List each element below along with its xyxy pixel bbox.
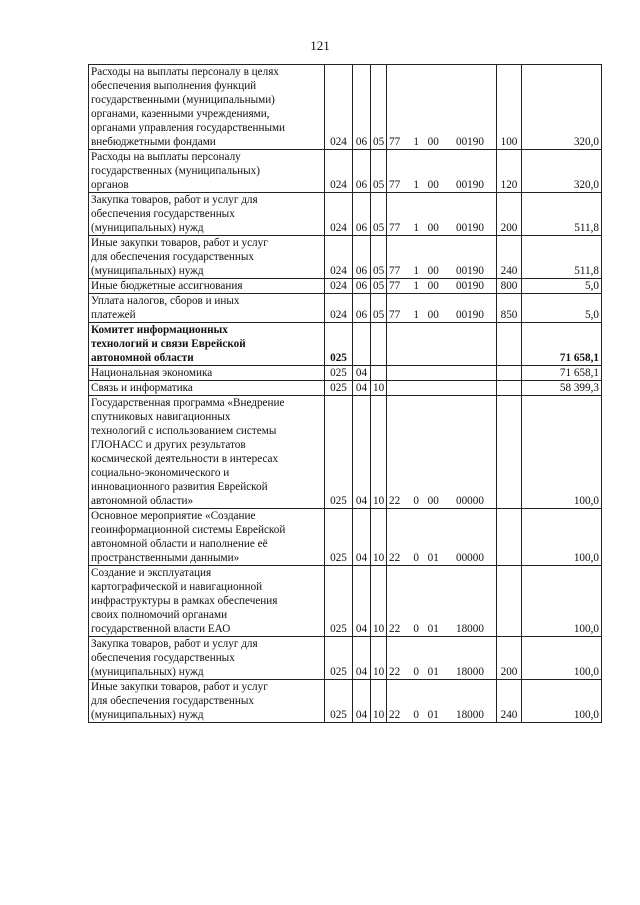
row-name-line: автономной области» <box>91 495 194 507</box>
row-name <box>89 680 325 723</box>
target-code-part: 77 <box>389 136 401 148</box>
target-code <box>387 680 497 723</box>
grbs-code: 024 <box>325 236 353 279</box>
subsection-code <box>371 366 387 381</box>
row-name-line: Уплата налогов, сборов и иных <box>91 295 240 307</box>
row-name-line: ГЛОНАСС и других результатов <box>91 439 246 451</box>
target-code-part: 77 <box>389 179 401 191</box>
row-name-line: государственными (муниципальными) <box>91 94 275 106</box>
grbs-code: 025 <box>325 381 353 396</box>
row-name <box>89 150 325 193</box>
amount: 100,0 <box>522 637 602 680</box>
target-code-part: 22 <box>389 666 401 678</box>
table-row <box>89 366 602 381</box>
row-name-line: Закупка товаров, работ и услуг для <box>91 194 258 206</box>
row-name-line: Расходы на выплаты персоналу <box>91 151 241 163</box>
target-code-part: 01 <box>427 666 439 678</box>
row-name-line: (муниципальных) нужд <box>91 265 204 277</box>
target-code-part: 22 <box>389 623 401 635</box>
target-code-part: 77 <box>389 265 401 277</box>
target-code-part: 00 <box>427 309 439 321</box>
expense-type-code <box>497 509 522 566</box>
expense-type-code: 800 <box>497 279 522 294</box>
row-name-line: Расходы на выплаты персоналу в целях <box>91 66 279 78</box>
row-name-line: геоинформационной системы Еврейской <box>91 524 286 536</box>
row-name-line: Иные закупки товаров, работ и услуг <box>91 237 268 249</box>
amount: 58 399,3 <box>522 381 602 396</box>
target-code <box>387 366 497 381</box>
expense-type-code: 100 <box>497 65 522 150</box>
row-name-line: государственных (муниципальных) <box>91 165 260 177</box>
row-name-line: картографической и навигационной <box>91 581 263 593</box>
table-row <box>89 509 602 566</box>
section-code: 04 <box>353 566 371 637</box>
section-code: 06 <box>353 279 371 294</box>
target-code-part: 0 <box>413 666 419 678</box>
amount: 71 658,1 <box>522 366 602 381</box>
target-code-part: 1 <box>413 280 419 292</box>
row-name <box>89 279 325 294</box>
target-code <box>387 150 497 193</box>
row-name-line: социально-экономического и <box>91 467 230 479</box>
row-name <box>89 65 325 150</box>
target-code-part: 00 <box>427 495 439 507</box>
grbs-code: 025 <box>325 396 353 509</box>
target-code-part: 00190 <box>455 179 484 191</box>
section-code: 06 <box>353 65 371 150</box>
target-code <box>387 294 497 323</box>
table-row <box>89 381 602 396</box>
amount: 320,0 <box>522 150 602 193</box>
row-name-line: платежей <box>91 309 136 321</box>
row-name <box>89 193 325 236</box>
subsection-code: 10 <box>371 566 387 637</box>
expense-type-code <box>497 323 522 366</box>
expense-type-code <box>497 366 522 381</box>
amount: 71 658,1 <box>522 323 602 366</box>
target-code <box>387 566 497 637</box>
row-name-line: Государственная программа «Внедрение <box>91 397 285 409</box>
section-code: 06 <box>353 236 371 279</box>
row-name <box>89 637 325 680</box>
row-name <box>89 566 325 637</box>
section-code: 06 <box>353 294 371 323</box>
grbs-code: 024 <box>325 65 353 150</box>
row-name <box>89 366 325 381</box>
target-code-part: 77 <box>389 280 401 292</box>
row-name-line: пространственными данными» <box>91 552 240 564</box>
expense-type-code: 120 <box>497 150 522 193</box>
target-code-part: 00 <box>427 265 439 277</box>
subsection-code: 05 <box>371 150 387 193</box>
section-code: 06 <box>353 150 371 193</box>
table-row <box>89 150 602 193</box>
table-row <box>89 323 602 366</box>
row-name <box>89 509 325 566</box>
expense-type-code <box>497 396 522 509</box>
section-code: 04 <box>353 637 371 680</box>
target-code-part: 0 <box>413 623 419 635</box>
target-code-part: 0 <box>413 495 419 507</box>
target-code-part: 00000 <box>455 495 484 507</box>
row-name <box>89 236 325 279</box>
target-code-part: 01 <box>427 709 439 721</box>
target-code-part: 77 <box>389 222 401 234</box>
subsection-code: 10 <box>371 381 387 396</box>
section-code: 06 <box>353 193 371 236</box>
grbs-code: 025 <box>325 509 353 566</box>
row-name-line: обеспечения государственных <box>91 208 235 220</box>
section-code: 04 <box>353 381 371 396</box>
grbs-code: 025 <box>325 637 353 680</box>
grbs-code: 025 <box>325 566 353 637</box>
target-code-part: 00 <box>427 222 439 234</box>
grbs-code: 024 <box>325 279 353 294</box>
target-code-part: 1 <box>413 179 419 191</box>
target-code <box>387 279 497 294</box>
row-name-line: (муниципальных) нужд <box>91 222 204 234</box>
grbs-code: 024 <box>325 294 353 323</box>
target-code-part: 1 <box>413 265 419 277</box>
row-name-line: инфраструктуры в рамках обеспечения <box>91 595 278 607</box>
row-name-line: органами управления государственными <box>91 122 286 134</box>
row-name-line: Создание и эксплуатация <box>91 567 212 579</box>
subsection-code <box>371 323 387 366</box>
subsection-code: 10 <box>371 637 387 680</box>
table-row <box>89 680 602 723</box>
target-code <box>387 193 497 236</box>
subsection-code: 10 <box>371 396 387 509</box>
row-name-line: инновационного развития Еврейской <box>91 481 268 493</box>
table-row <box>89 236 602 279</box>
row-name-line: технологий и связи Еврейской <box>91 338 246 350</box>
target-code-part: 00190 <box>455 136 484 148</box>
target-code-part: 18000 <box>455 623 484 635</box>
target-code-part: 00000 <box>455 552 484 564</box>
row-name-line: Комитет информационных <box>91 324 228 336</box>
amount: 100,0 <box>522 566 602 637</box>
subsection-code: 05 <box>371 236 387 279</box>
expense-type-code: 850 <box>497 294 522 323</box>
amount: 100,0 <box>522 509 602 566</box>
target-code-part: 00190 <box>455 280 484 292</box>
expense-type-code: 200 <box>497 193 522 236</box>
target-code-part: 1 <box>413 222 419 234</box>
row-name <box>89 323 325 366</box>
row-name-line: своих полномочий органами <box>91 609 228 621</box>
target-code <box>387 637 497 680</box>
target-code-part: 22 <box>389 495 401 507</box>
amount: 100,0 <box>522 680 602 723</box>
grbs-code: 025 <box>325 366 353 381</box>
target-code-part: 1 <box>413 136 419 148</box>
target-code <box>387 509 497 566</box>
grbs-code: 024 <box>325 150 353 193</box>
grbs-code: 025 <box>325 680 353 723</box>
subsection-code: 05 <box>371 193 387 236</box>
target-code <box>387 65 497 150</box>
subsection-code: 10 <box>371 509 387 566</box>
row-name-line: для обеспечения государственных <box>91 695 255 707</box>
target-code <box>387 381 497 396</box>
row-name-line: обеспечения государственных <box>91 652 235 664</box>
target-code-part: 22 <box>389 709 401 721</box>
row-name-line: технологий с использованием системы <box>91 425 277 437</box>
section-code <box>353 323 371 366</box>
row-name-line: Иные закупки товаров, работ и услуг <box>91 681 268 693</box>
amount: 5,0 <box>522 279 602 294</box>
row-name-line: автономной области и наполнение её <box>91 538 268 550</box>
target-code-part: 01 <box>427 552 439 564</box>
section-code: 04 <box>353 396 371 509</box>
amount: 511,8 <box>522 193 602 236</box>
target-code-part: 00 <box>427 179 439 191</box>
expense-type-code <box>497 566 522 637</box>
amount: 320,0 <box>522 65 602 150</box>
expense-type-code: 240 <box>497 680 522 723</box>
table-row <box>89 65 602 150</box>
target-code-part: 0 <box>413 552 419 564</box>
row-name-line: Закупка товаров, работ и услуг для <box>91 638 258 650</box>
target-code-part: 00190 <box>455 265 484 277</box>
row-name-line: Национальная экономика <box>91 367 213 379</box>
table-row <box>89 294 602 323</box>
target-code-part: 1 <box>413 309 419 321</box>
row-name-line: органов <box>91 179 129 191</box>
row-name-line: (муниципальных) нужд <box>91 666 204 678</box>
target-code-part: 18000 <box>455 666 484 678</box>
row-name-line: спутниковых навигационных <box>91 411 231 423</box>
expense-type-code <box>497 381 522 396</box>
table-row <box>89 193 602 236</box>
amount: 5,0 <box>522 294 602 323</box>
row-name <box>89 396 325 509</box>
target-code-part: 0 <box>413 709 419 721</box>
table-row <box>89 637 602 680</box>
subsection-code: 05 <box>371 279 387 294</box>
amount: 511,8 <box>522 236 602 279</box>
target-code <box>387 323 497 366</box>
target-code-part: 22 <box>389 552 401 564</box>
subsection-code: 05 <box>371 294 387 323</box>
section-code: 04 <box>353 680 371 723</box>
table-row <box>89 279 602 294</box>
row-name-line: космической деятельности в интересах <box>91 453 279 465</box>
row-name-line: внебюджетными фондами <box>91 136 216 148</box>
target-code-part: 77 <box>389 309 401 321</box>
expense-type-code: 200 <box>497 637 522 680</box>
row-name-line: государственной власти ЕАО <box>91 623 231 635</box>
row-name-line: Основное мероприятие «Создание <box>91 510 256 522</box>
budget-table <box>88 64 602 723</box>
row-name-line: (муниципальных) нужд <box>91 709 204 721</box>
row-name-line: для обеспечения государственных <box>91 251 255 263</box>
row-name <box>89 381 325 396</box>
target-code-part: 18000 <box>455 709 484 721</box>
row-name-line: Иные бюджетные ассигнования <box>91 280 243 292</box>
row-name <box>89 294 325 323</box>
row-name-line: Связь и информатика <box>91 382 193 394</box>
target-code-part: 00 <box>427 136 439 148</box>
grbs-code: 025 <box>325 323 353 366</box>
target-code-part: 00 <box>427 280 439 292</box>
target-code-part: 00190 <box>455 309 484 321</box>
subsection-code: 05 <box>371 65 387 150</box>
row-name-line: автономной области <box>91 352 194 364</box>
subsection-code: 10 <box>371 680 387 723</box>
table-row <box>89 566 602 637</box>
target-code-part: 01 <box>427 623 439 635</box>
table-row <box>89 396 602 509</box>
expense-type-code: 240 <box>497 236 522 279</box>
grbs-code: 024 <box>325 193 353 236</box>
page-number: 121 <box>310 38 330 53</box>
target-code-part: 00190 <box>455 222 484 234</box>
section-code: 04 <box>353 509 371 566</box>
target-code <box>387 236 497 279</box>
target-code <box>387 396 497 509</box>
amount: 100,0 <box>522 396 602 509</box>
row-name-line: обеспечения выполнения функций <box>91 80 257 92</box>
row-name-line: органами, казенными учреждениями, <box>91 108 270 120</box>
section-code: 04 <box>353 366 371 381</box>
